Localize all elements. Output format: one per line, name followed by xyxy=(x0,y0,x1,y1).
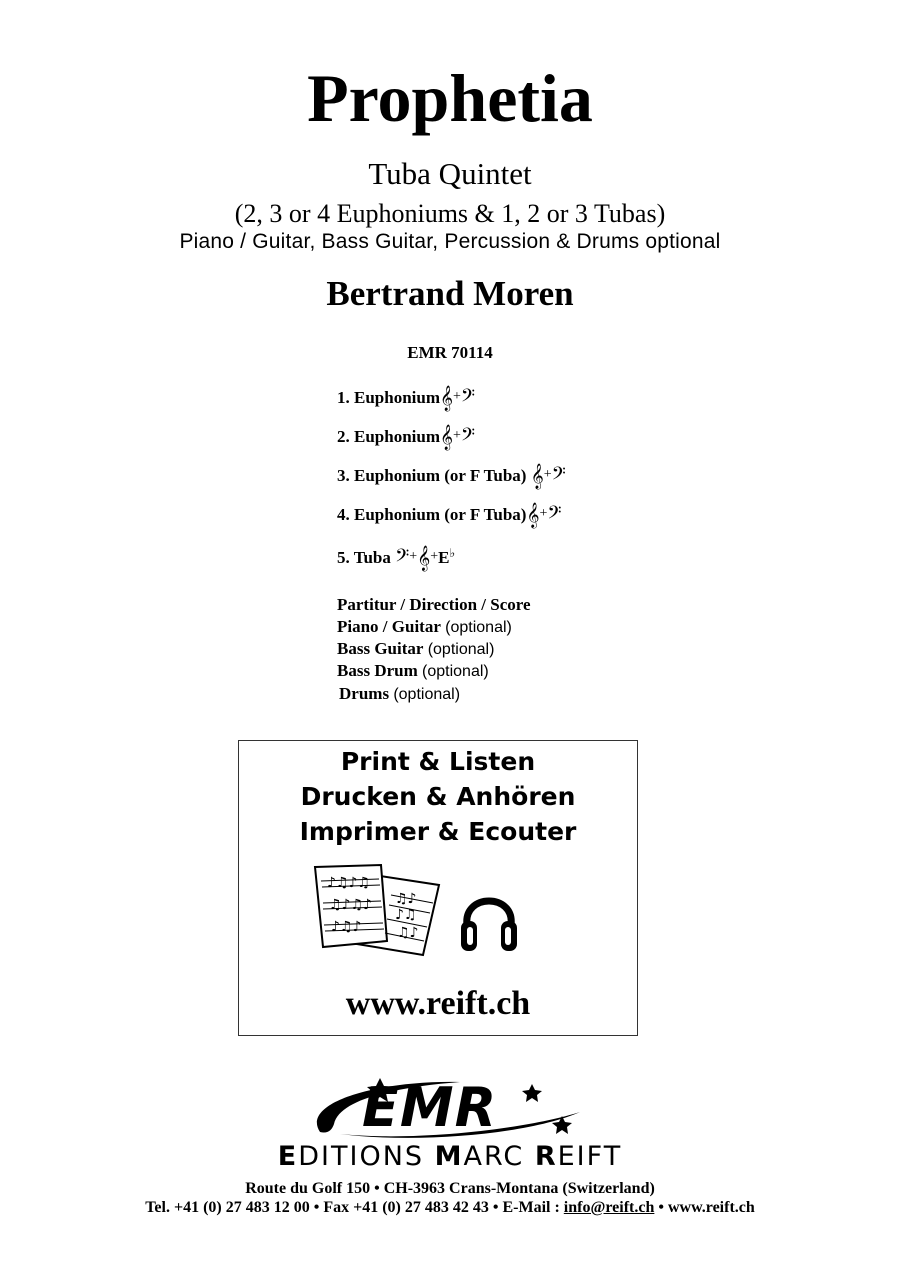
contact-numbers: Tel. +41 (0) 27 483 12 00 • Fax +41 (0) 27 483 42 43 • E-Mail : xyxy=(145,1199,564,1216)
bass-clef-icon: 𝄢 xyxy=(547,503,562,528)
headphones-icon xyxy=(459,883,519,955)
svg-text:♫♪: ♫♪ xyxy=(395,891,417,907)
score-title: Prophetia xyxy=(307,60,593,136)
extra-item xyxy=(337,660,489,683)
promo-line-fr: Imprimer & Ecouter xyxy=(299,817,577,846)
catalog-number: EMR 70114 xyxy=(407,343,493,362)
treble-clef-icon: 𝄞 xyxy=(526,503,540,528)
website-url[interactable]: www.reift.ch xyxy=(345,985,531,1022)
plus-icon: + xyxy=(453,389,461,404)
svg-text:♪♫: ♪♫ xyxy=(395,907,417,923)
bass-clef-icon: 𝄢 xyxy=(460,386,476,411)
flat-icon: ♭ xyxy=(449,546,456,560)
svg-text:♪♫♪: ♪♫♪ xyxy=(331,919,362,935)
publisher-contact xyxy=(0,1198,900,1218)
part-item xyxy=(337,464,566,488)
extra-name: Partitur / Direction / Score xyxy=(337,595,531,614)
extra-note: (optional) xyxy=(427,641,495,658)
svg-text:♫♪: ♫♪ xyxy=(397,925,419,941)
svg-text:♪♫♪♫: ♪♫♪♫ xyxy=(327,875,370,891)
treble-clef-icon: 𝄞 xyxy=(440,425,454,450)
part-item xyxy=(337,386,475,410)
extra-item xyxy=(339,683,460,706)
emr-logo: EMR xyxy=(362,1076,498,1139)
extra-name: Bass Drum xyxy=(337,661,418,680)
extra-name: Bass Guitar xyxy=(337,639,424,658)
svg-text:♫♪♫♪: ♫♪♫♪ xyxy=(329,897,372,913)
optional-instruments: Piano / Guitar, Bass Guitar, Percussion & Drums optional xyxy=(179,230,721,253)
eb-label: E xyxy=(438,548,450,567)
extra-item xyxy=(337,616,512,639)
extra-item xyxy=(337,594,531,616)
contact-website[interactable]: • www.reift.ch xyxy=(654,1199,755,1216)
part-label: 2. Euphonium xyxy=(337,427,440,446)
email-link[interactable]: info@reift.ch xyxy=(563,1199,655,1216)
promo-line-de: Drucken & Anhören xyxy=(300,782,576,811)
plus-icon: + xyxy=(409,549,418,564)
part-label: 4. Euphonium (or F Tuba) xyxy=(337,505,527,524)
plus-icon: + xyxy=(543,467,552,482)
promo-line-en: Print & Listen xyxy=(340,747,536,776)
brand-word: EIFT xyxy=(557,1141,623,1172)
part-item xyxy=(337,542,455,570)
part-label: 5. Tuba xyxy=(337,548,391,567)
part-item xyxy=(337,503,562,527)
brand-word: DITIONS xyxy=(298,1141,435,1172)
extra-item xyxy=(337,638,494,661)
publisher-name xyxy=(0,1141,900,1173)
extra-note: (optional) xyxy=(422,663,489,680)
print-listen-box xyxy=(238,740,638,1036)
instrumentation: (2, 3 or 4 Euphoniums & 1, 2 or 3 Tubas) xyxy=(234,199,666,228)
composer-name: Bertrand Moren xyxy=(326,274,574,313)
treble-clef-icon: 𝄞 xyxy=(440,386,454,411)
brand-initial: M xyxy=(434,1141,464,1172)
extra-name: Piano / Guitar xyxy=(337,617,441,636)
bass-clef-icon: 𝄢 xyxy=(395,546,410,571)
extra-name: Drums xyxy=(339,684,390,703)
bass-clef-icon: 𝄢 xyxy=(460,425,476,450)
plus-icon: + xyxy=(453,428,461,443)
plus-icon: + xyxy=(539,506,548,521)
plus-icon: + xyxy=(430,549,439,564)
treble-clef-icon: 𝄞 xyxy=(417,546,431,571)
extra-note: (optional) xyxy=(445,619,512,636)
treble-clef-icon: 𝄞 xyxy=(530,464,544,489)
brand-initial: R xyxy=(534,1141,558,1172)
bass-clef-icon: 𝄢 xyxy=(551,464,566,489)
publisher-address: Route du Golf 150 • CH-3963 Crans-Montana (Switzerland) xyxy=(245,1180,655,1197)
sheet-music-icon xyxy=(311,863,451,963)
part-label: 3. Euphonium (or F Tuba) xyxy=(337,466,527,485)
brand-word: ARC xyxy=(463,1141,535,1172)
score-subtitle: Tuba Quintet xyxy=(368,156,532,191)
extra-note: (optional) xyxy=(393,686,461,703)
brand-initial: E xyxy=(277,1141,299,1172)
part-item xyxy=(337,425,475,449)
part-label: 1. Euphonium xyxy=(337,388,440,407)
